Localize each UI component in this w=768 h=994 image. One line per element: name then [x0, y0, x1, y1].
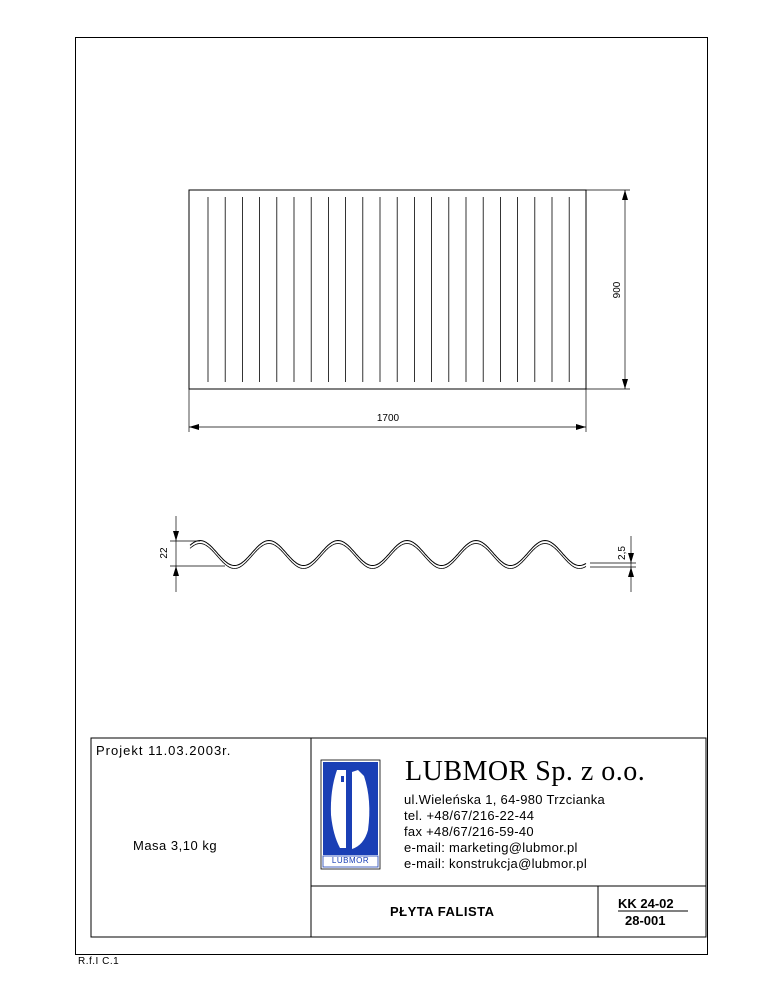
- email-marketing-line: e-mail: marketing@lubmor.pl: [404, 840, 578, 855]
- corner-code: R.f.I C.1: [78, 956, 120, 967]
- profile-wave-outer: [190, 541, 586, 566]
- fax-line: fax +48/67/216-59-40: [404, 824, 534, 839]
- lubmor-logo: [321, 760, 380, 869]
- corrugation-lines: [208, 197, 569, 382]
- drawing-code-bottom: 28-001: [625, 913, 666, 928]
- logo-wordmark: LUBMOR: [331, 856, 370, 865]
- dimension-height-label: 900: [612, 281, 623, 299]
- dimension-width-label: 1700: [376, 413, 400, 424]
- mass-label: Masa 3,10 kg: [133, 838, 218, 853]
- phone-line: tel. +48/67/216-22-44: [404, 808, 535, 823]
- height-dimension: [586, 190, 630, 389]
- project-date: Projekt 11.03.2003r.: [96, 743, 232, 758]
- email-construction-line: e-mail: konstrukcja@lubmor.pl: [404, 856, 588, 871]
- width-dimension: [189, 389, 586, 432]
- plate-plan-view: [189, 190, 586, 389]
- company-name: LUBMOR Sp. z o.o.: [405, 756, 646, 787]
- address-line: ul.Wieleńska 1, 64-980 Trzcianka: [404, 792, 606, 807]
- thickness-dimension: [590, 536, 636, 592]
- dimension-profile-height-label: 22: [159, 547, 170, 559]
- dimension-thickness-label: 2,5: [617, 546, 628, 560]
- drawing-code-top: KK 24-02: [618, 896, 674, 911]
- part-name: PŁYTA FALISTA: [390, 904, 495, 919]
